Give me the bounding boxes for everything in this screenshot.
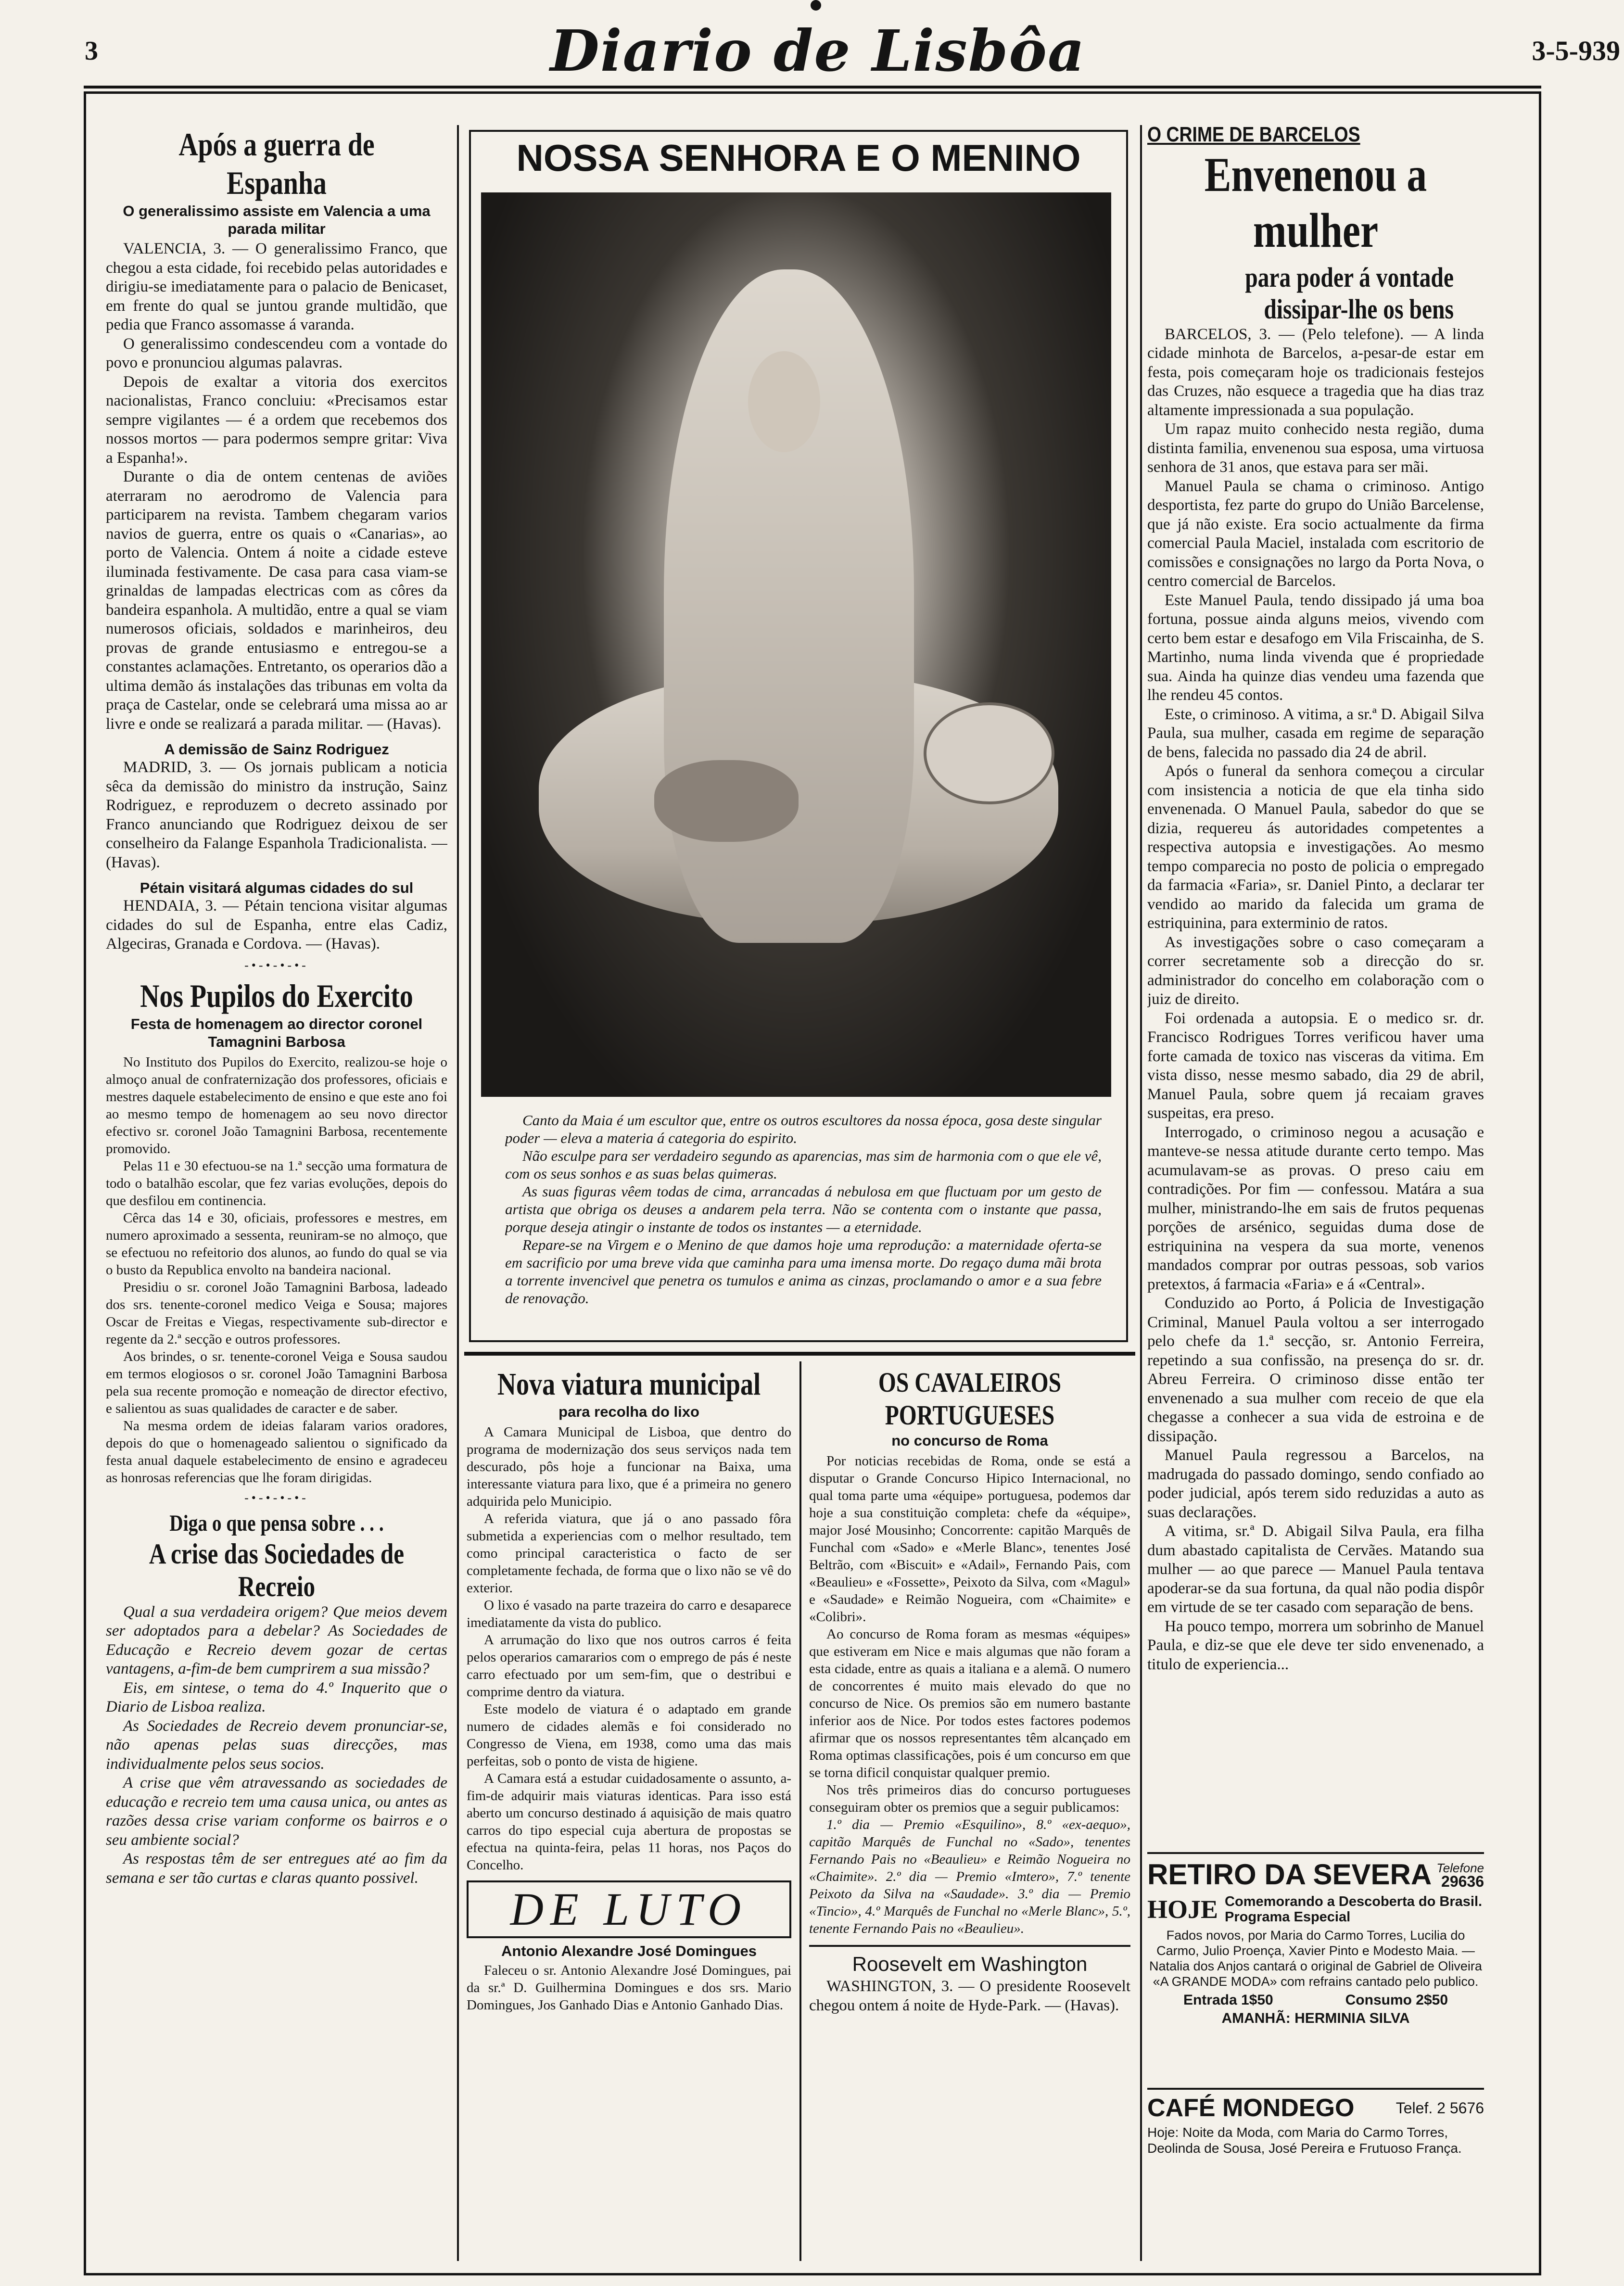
ad-consumo-price: Consumo 2$50 (1345, 1992, 1448, 2008)
paragraph: VALENCIA, 3. — O generalissimo Franco, que chegou a esta cidade, foi recebido pelas autoridades e dirigiu-se imediatamente para o palacio de Benicaset, em frente do qual se juntou grande multidão, que pedia que Franco assomasse á varanda. (106, 240, 447, 333)
paragraph: As Sociedades de Recreio devem pronunciar-se, não apenas pelas suas direcções, mas individualmente pelos seus socios. (106, 1717, 447, 1773)
statue-child (654, 760, 799, 842)
ad-body: Fados novos, por Maria do Carmo Torres, Lucilia do Carmo, Julio Proença, Xavier Pinto e Modesto Maia. — Natalia dos Anjos cantará o original de Gabriel de Oliveira «A GRANDE MODA» com refrains cantado pelo publico. (1149, 1928, 1482, 1989)
left-column (106, 125, 447, 2261)
ad-retiro-da-severa (1147, 1852, 1484, 2085)
paragraph: Manuel Paula se chama o criminoso. Antigo desportista, fez parte do grupo do União Barcelense, que já não existe. Era socio actualmente da firma comercial Paula Maciel, instalada com escritorio de comissões e consignações no largo da Porta Nova, o centro comercial de Barcelos. (1147, 477, 1484, 590)
article-subhead: Festa de homenagem ao director coronel Tamagnini Barbosa (130, 1016, 423, 1050)
paragraph: Manuel Paula regressou a Barcelos, na madrugada do passado domingo, sendo confiado ao poder judicial, após terem sido reduzidas a auto as suas declarações. (1147, 1447, 1484, 1521)
paragraph: Este, o criminoso. A vitima, a sr.ª D. Abigail Silva Paula, sua mulher, casada em regime de separação de bens, falecida no passado dia 24 de abril. (1147, 705, 1484, 761)
ad-phone-label: Telefone (1436, 1860, 1484, 1875)
page-number: 3 (85, 36, 98, 66)
ad-tomorrow: AMANHÃ: HERMINIA SILVA (1221, 2010, 1410, 2026)
paragraph: Cêrca das 14 e 30, oficiais, professores e mestres, em numero aproximado a sessenta, reuniram-se no almoço, que se efectuou no refeitorio dos alunos, ao fundo do qual se via o busto da Republica envolto na bandeira nacional. (106, 1210, 447, 1278)
paragraph: Após o funeral da senhora começou a circular com insistencia a noticia de que ela tinha sido envenenada. O Manuel Paula, sabedor do que se dizia, requereu ás autoridades competentes a respectiva autopsia e investigações. Ao mesmo tempo comparecia no posto de policia o empregado da farmacia «Faria», sr. Daniel Pinto, a declarar ter vendido ao marido da falecida um grama de estriquinina, para exterminio de ratos. (1147, 762, 1484, 932)
paragraph: Este Manuel Paula, tendo dissipado já uma boa fortuna, possue ainda alguns meios, vivendo com certo bem estar e desafogo em Vila Friscainha, de S. Martinho, numa linda vivenda que é propriedade sua. Ainda ha quinze dias vendeu uma fazenda que lhe rendeu 45 contos. (1147, 591, 1484, 704)
article-heading: A demissão de Sainz Rodriguez (164, 741, 389, 758)
paragraph: Conduzido ao Porto, á Policia de Investigação Criminal, Manuel Paula voltou a ser interrogado pelo chefe da 1.ª secção, sr. Antonio Ferreira, repetindo a sua confissão, na presença do sr. dr. Abreu Ferreira. O criminoso disse então ter envenenado a sua mulher com receio de que ela chegasse a conhecer a sua vida de estroina e de dissipação. (1147, 1295, 1484, 1445)
article-headline: OS CAVALEIROS PORTUGUESES (878, 1367, 1062, 1431)
paragraph: A Camara Municipal de Lisboa, que dentro do programa de modernização dos seus serviços nada tem descurado, pôs hoje a funcionar na Baixa, uma interessante viatura para lixo, que é a primeira no genero adquirida pelo Municipio. (467, 1424, 791, 1509)
paragraph: No Instituto dos Pupilos do Exercito, realizou-se hoje o almoço anual de confraternização dos professores, oficiais e mestres daquele estabelecimento de ensino e que este ano foi ao mesmo tempo de homenagem ao seu novo director efectivo sr. coronel João Tamagnini Barbosa, recentemente promovido. (106, 1054, 447, 1156)
paragraph: Faleceu o sr. Antonio Alexandre José Domingues, pai da sr.ª D. Guilhermina Domingues e dos srs. Mario Domingues, Jos Ganhado Dias e Antonio Ganhado Dias. (467, 1963, 791, 2013)
paragraph: A Camara está a estudar cuidadosamente o assunto, a-fim-de adquirir mais viaturas identicas. Para isso está aberto um concurso destinado á aquisição de mais quatro carros do tipo especial cuja abertura de propostas se efectua na quinta-feira, pelas 11 horas, nos Paços do Concelho. (467, 1771, 791, 1873)
statue-photo (481, 192, 1111, 1097)
masthead-title: Diario de Lisbôa (550, 17, 1086, 84)
paragraph: Ha pouco tempo, morrera um sobrinho de Manuel Paula, e diz-se que ele deve ter sido envenenado, a titulo de experiencia... (1147, 1617, 1484, 1673)
issue-date: 3-5-939 (1532, 35, 1620, 66)
section-rule (464, 1352, 1135, 1356)
article-headline: A crise das Sociedades de Recreio (149, 1537, 405, 1602)
paragraph: A referida viatura, que já o ano passado fôra submetida a experiencias com o melhor resultado, tem como principal caracteristica o facto de ser completamente fechada, de forma que o lixo não se vê do exterior. (467, 1511, 791, 1596)
ad-cafe-mondego (1147, 2088, 1484, 2205)
paragraph: Por noticias recebidas de Roma, onde se está a disputar o Grande Concurso Hipico Internacional, no qual toma parte uma «équipe» portuguesa, podemos dar hoje a sua constituição completa: chefe da «équipe», major José Mousinho; Concorrente: capitão Marquês de Funchal com «Sado» e «Merle Blanc», tenentes José Beltrão, com «Biscuit» e «Adail», Fernando Pais, com «Beaulieu» e «Fossette», Peixoto da Silva, com «Magul» e «Saudade» e Reimão Nogueira, com «Chaimite» e «Colibri». (809, 1453, 1130, 1625)
article-headline: Após a guerra de Espanha (178, 126, 375, 201)
paragraph: O lixo é vasado na parte trazeira do carro e desaparece imediatamente da vista do publico. (467, 1598, 791, 1630)
paragraph: Foi ordenada a autopsia. E o medico sr. dr. Francisco Rodrigues Torres verificou haver uma forte camada de toxico nas visceras da vitima. Em vista disso, nesse mesmo sabado, dia 29 de abril, Manuel Paula, sobre quem já recaiam graves suspeitas, era preso. (1147, 1009, 1484, 1122)
article-kicker: O CRIME DE BARCELOS (1147, 125, 1360, 146)
paragraph: Interrogado, o criminoso negou a acusação e manteve-se nessa atitude durante certo tempo. Mas acumulavam-se as provas. O preso caiu em contradições. Por fim — confessou. Matára a sua mulher, ministrando-lhe em sais de frutos pequenas porções de arsénico, seguidas duma dose de estriquinina na vespera da sua morte, venenos mandados comprar por outras pessoas, sob varios pretextos, á farmacia «Faria» e á «Central». (1147, 1123, 1484, 1293)
ad-body: Hoje: Noite da Moda, com Maria do Carmo Torres, Deolinda de Sousa, José Pereira e Frutuoso França. (1147, 2125, 1462, 2156)
paragraph: O generalissimo condescendeu com a vontade do povo e pronunciou algumas palavras. (106, 335, 447, 371)
paragraph: As investigações sobre o caso começaram a correr secretamente sob a direcção do sr. administrador do concelho em colaboração com o juiz de direito. (1147, 933, 1484, 1008)
feature-caption (505, 1111, 1102, 1337)
article-heading: Pétain visitará algumas cidades do sul (140, 879, 414, 896)
article-headline: Envenenou a mulher (1204, 147, 1427, 258)
paragraph: A crise que vêm atravessando as sociedades de educação e recreio tem uma causa unica, ou antes as razões dessa crise variam conforme os bairros e o seu ambiente social? (106, 1774, 447, 1849)
article-subhead: para recolha do lixo (558, 1403, 699, 1420)
header-rule (84, 86, 1541, 89)
article-subhead: O generalissimo assiste em Valencia a uma parada militar (123, 203, 431, 237)
paragraph: Nos três primeiros dias do concurso portugueses conseguiram obter os premios que a seguir publicamos: (809, 1782, 1130, 1815)
paragraph: A vitima, sr.ª D. Abigail Silva Paula, era filha dum abastado capitalista de Cervães. Matando sua mulher — ao que parece — Manuel Paula tentava apoderar-se da sua fortuna, da qual não podia dispôr em virtude de se ter casado com separação de bens. (1147, 1523, 1484, 1616)
ad-phone: 29636 (1441, 1872, 1484, 1890)
article-headline: Nova viatura municipal (497, 1367, 761, 1402)
right-column (1147, 125, 1484, 1838)
article-kicker: Diga o que pensa sobre . . . (169, 1510, 384, 1536)
paragraph: Este modelo de viatura é o adaptado em grande numero de cidades alemãs e foi considerado no Congresso de Viena, em 1938, como uma das mais perfeitas, sob o ponto de vista de higiene. (467, 1702, 791, 1769)
paragraph: Qual a sua verdadeira origem? Que meios devem ser adoptados para a debelar? As Sociedades de Educação e Recreio devem gozar de certas vantagens, a-fim-de bem cumprirem a sua missão? (106, 1603, 447, 1677)
paragraph: Ao concurso de Roma foram as mesmas «équipes» que estiveram em Nice e mais algumas que não foram a esta cidade, entre as quais a italiana e a alemã. O numero de concorrentes é muito mais elevado do que no concurso de Nice. Os premios são em numero bastante inferior aos de Nice. Por todos estes factores podemos afirmar que os nossos representantes têm alcançado em Roma optimas classificações, pois é um concurso em que se torna dificil conquistar qualquer premio. (809, 1626, 1130, 1780)
column-divider (799, 1361, 801, 2261)
center-right-column (809, 1366, 1130, 2261)
center-left-column (467, 1366, 791, 2261)
paragraph: HENDAIA, 3. — Pétain tenciona visitar algumas cidades do sul de Espanha, entre elas Cadiz, Algeciras, Granada e Cordova. — (Havas). (106, 897, 447, 952)
statue-face (748, 351, 820, 452)
section-rule (809, 1945, 1130, 1947)
ad-title: RETIRO DA SEVERA (1147, 1858, 1432, 1891)
ad-title: CAFÉ MONDEGO (1147, 2094, 1355, 2122)
mourning-title: DE LUTO (467, 1880, 791, 1938)
paragraph: Presidiu o sr. coronel João Tamagnini Barbosa, ladeado dos srs. tenente-coronel medico Veiga e Sousa; majores Oscar de Freitas e Viegas, respectivamente sub-director e regente da 2.ª secção e outros professores. (106, 1280, 447, 1347)
column-divider (1140, 125, 1142, 2261)
paragraph: Eis, em sintese, o tema do 4.º Inquerito que o Diario de Lisboa realiza. (106, 1679, 447, 1715)
paragraph: A arrumação do lixo que nos outros carros é feita pelos operarios camararios com o emprego de pás é neste carro efectuado por um sem-fim, que o destribui e comprime dentro da viatura. (467, 1632, 791, 1700)
statue-basket (924, 702, 1054, 804)
paragraph: WASHINGTON, 3. — O presidente Roosevelt chegou ontem á noite de Hyde-Park. — (Havas). (809, 1978, 1130, 2014)
feature-title: NOSSA SENHORA E O MENINO (516, 137, 1081, 179)
ornament-separator: -•-•-•-•- (244, 958, 309, 972)
column-divider (457, 125, 459, 2261)
ornament-separator: -•-•-•-•- (244, 1491, 309, 1505)
article-heading: Roosevelt em Washington (852, 1953, 1088, 1975)
paragraph: Na mesma ordem de ideias falaram varios oradores, depois do que o homenageado salientou o significado da festa anual daquele estabelecimento de ensino e agradeceu as honrosas referencias que lhe foram dirigidas. (106, 1418, 447, 1486)
ad-today-text: Comemorando a Descoberta do Brasil. Programa Especial (1225, 1894, 1483, 1925)
paragraph: As respostas têm de ser entregues até ao fim da semana e ser tão curtas e claras quanto possivel. (106, 1850, 447, 1887)
paragraph: Aos brindes, o sr. tenente-coronel Veiga e Sousa saudou em termos elogiosos o sr. coronel João Tamagnini Barbosa pela sua recente promoção e nomeação de director efectivo, e salientou as suas qualidades de caracter e de saber. (106, 1349, 447, 1416)
paragraph: MADRID, 3. — Os jornais publicam a noticia sêca da demissão do ministro da instrução, Sainz Rodriguez, e reproduzem o decreto assinado por Franco anunciando que Rodriguez deixou de ser conselheiro da Falange Espanhola Tradicionalista. — (Havas). (106, 759, 447, 871)
paragraph: 1.º dia — Premio «Esquilino», 8.º «ex-aequo», capitão Marquês de Funchal no «Sado», tenentes Fernando Pais no «Beaulieu» e Reimão Nogueira no «Chaimite». 2.º dia — Premio «Imtero», 7.º tenente Peixoto da Silva na «Saudade». 3.º dia — Premio «Tincio», 4.º Marquês de Funchal no «Merle Blanc», 5.º, tenente Fernando Pais no «Beaulieu». (809, 1817, 1130, 1936)
paragraph: Pelas 11 e 30 efectuou-se na 1.ª secção uma formatura de todo o batalhão escolar, que fez varias evoluções, depois do que desfilou em continencia. (106, 1158, 447, 1208)
caption-paragraph: Canto da Maia é um escultor que, entre os outros escultores da nossa época, gosa deste singular poder — eleva a materia á categoria do espirito. (505, 1112, 1102, 1146)
caption-paragraph: Não esculpe para ser verdadeiro segundo as aparencias, mas sim de harmonia com o que ele vê, com os seus sonhos e as suas belas quimeras. (505, 1147, 1102, 1182)
ad-today: HOJE (1147, 1895, 1218, 1924)
ad-entry-price: Entrada 1$50 (1183, 1992, 1273, 2008)
paragraph: BARCELOS, 3. — (Pelo telefone). — A linda cidade minhota de Barcelos, a-pesar-de estar em festa, pois começaram hoje os tradicionais festejos das Cruzes, não esquece a tragedia que ha dias traz altamente impressionada a sua população. (1147, 325, 1484, 419)
obituary-name: Antonio Alexandre José Domingues (501, 1943, 757, 1959)
ad-phone: Telef. 2 5676 (1396, 2099, 1484, 2117)
masthead-dot (811, 0, 821, 11)
caption-paragraph: As suas figuras vêem todas de cima, arrancadas á nebulosa em que fluctuam por um gesto de artista que obriga os deuses a andarem pela terra. Não se contenta com o instante que passa, porque deseja atingir o instante de todos os instantes — a eternidade. (505, 1183, 1102, 1235)
article-headline: Nos Pupilos do Exercito (140, 978, 413, 1014)
paragraph: Um rapaz muito conhecido nesta região, duma distinta familia, envenenou sua esposa, uma virtuosa senhora de 31 anos, que estava para ser mãi. (1147, 420, 1484, 476)
caption-paragraph: Repare-se na Virgem e o Menino de que damos hoje uma reprodução: a maternidade oferta-se em sacrificio por uma breve vida que caminha para uma imensa morte. Do regaço duma mãi brota a torrente invencivel que penetra os tumulos e anima as cinzas, proclamando o amor e a sua febre de renovação. (505, 1236, 1102, 1307)
article-subhead: no concurso de Roma (891, 1432, 1048, 1449)
article-subhead: para poder á vontade dissipar-lhe os bens (1245, 261, 1454, 325)
paragraph: Durante o dia de ontem centenas de aviões aterraram no aerodromo de Valencia para participarem na revista. Tambem chegaram varios navios de guerra, entre os quais o «Canarias», ao porto de Valencia. Ontem á noite a cidade esteve iluminada festivamente. De casa para casa viam-se grinaldas de lampadas electricas com as côres da bandeira espanhola. A multidão, entre a qual se viam numerosos oficiais, soldados e marinheiros, deu provas de grande entusiasmo e entregou-se a constantes aclamações. Entretanto, os operarios dão a ultima demão ás instalações das tribunas em volta da praça de Castelar, onde se celebrará uma missa ao ar livre e onde se realizará a parada militar. — (Havas). (106, 468, 447, 733)
paragraph: Depois de exaltar a vitoria dos exercitos nacionalistas, Franco concluiu: «Precisamos estar sempre vigilantes — é a ordem que recebemos dos nossos mortos — para podermos sempre gritar: Viva a Espanha!». (106, 373, 447, 467)
